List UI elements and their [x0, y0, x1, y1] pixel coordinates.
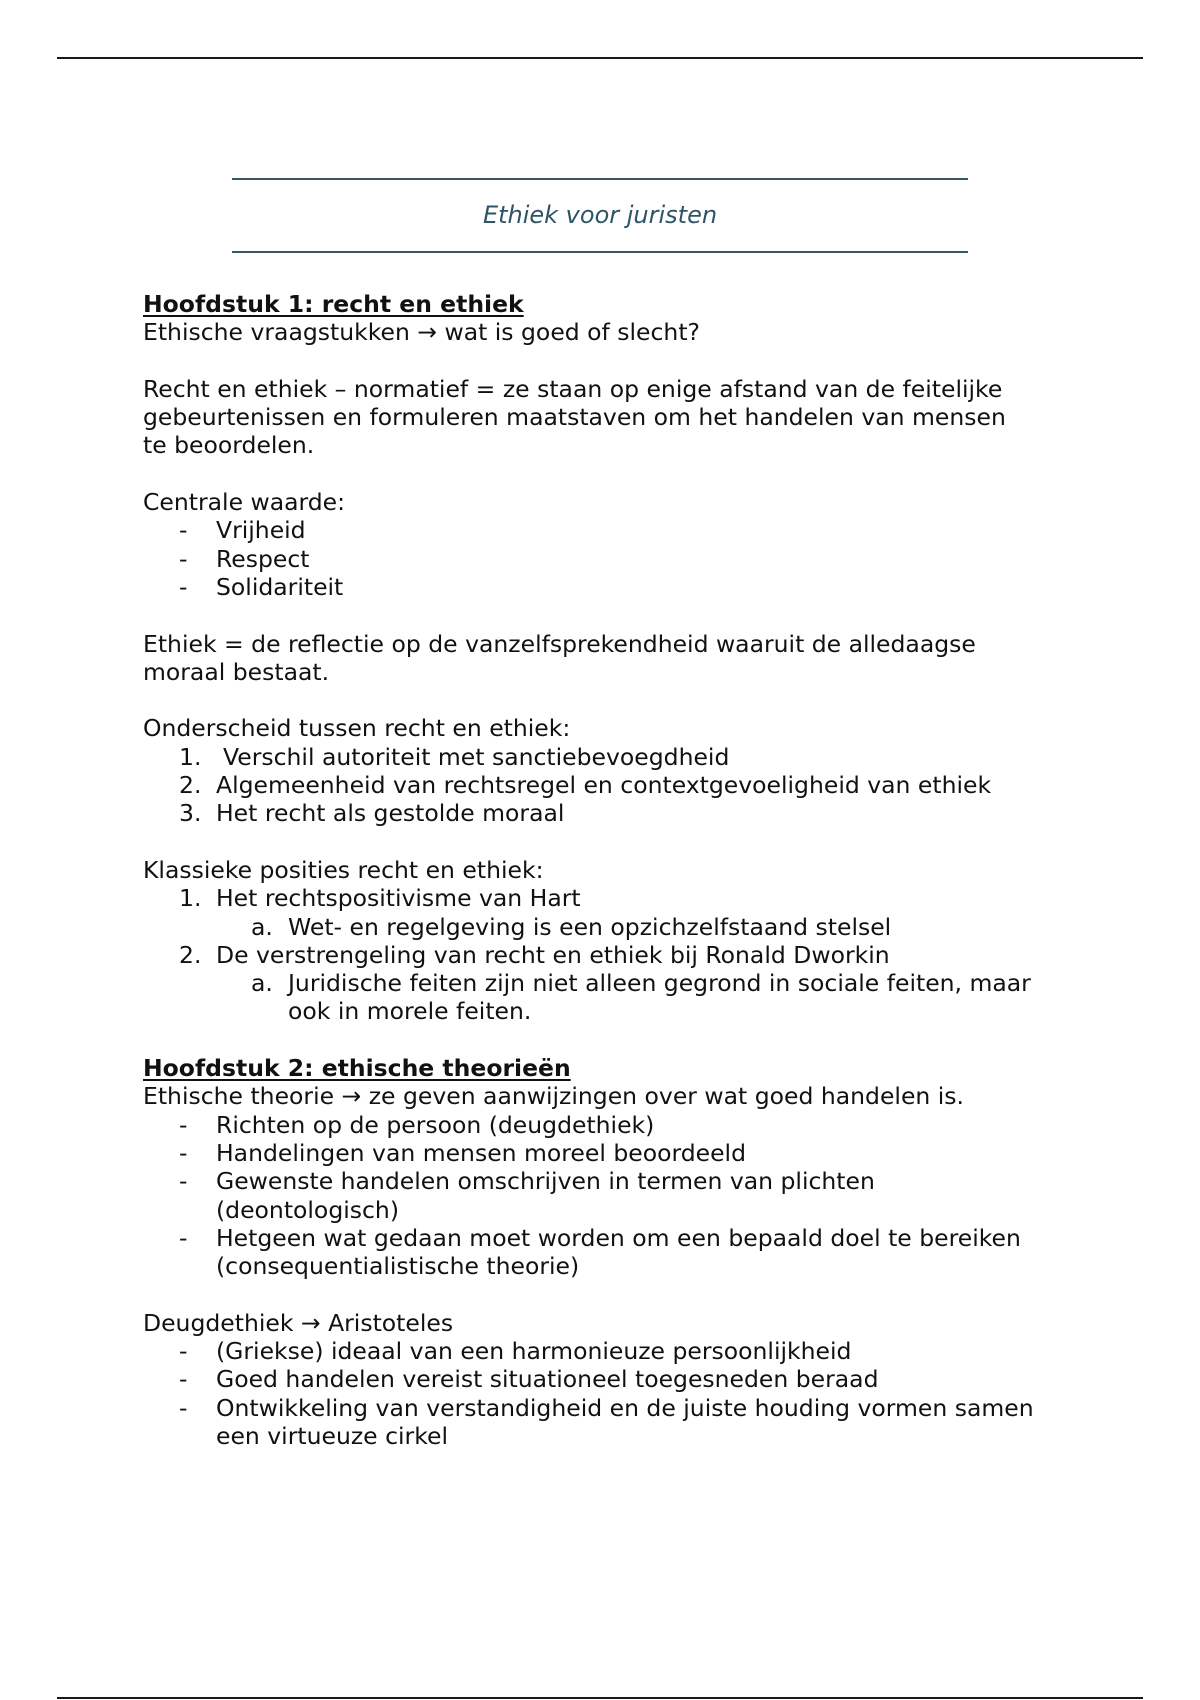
- title-block: [232, 178, 968, 253]
- chapter-2-intro: Ethische theorie → ze geven aanwijzingen over wat goed handelen is.: [143, 1082, 965, 1111]
- distinction-label: Onderscheid tussen recht en ethiek:: [143, 714, 571, 743]
- list-item: - Respect: [179, 544, 310, 573]
- chapter-1-heading: Hoofdstuk 1: recht en ethiek: [143, 290, 524, 318]
- virtue-label: Deugdethiek → Aristoteles: [143, 1308, 454, 1337]
- list-item: - Vrijheid: [179, 516, 306, 545]
- normative-line-3: te beoordelen.: [143, 431, 315, 460]
- positions-label: Klassieke posities recht en ethiek:: [143, 855, 544, 884]
- distinction-list: [143, 743, 1083, 828]
- list-item: - Ontwikkeling van verstandigheid en de juiste houding vormen samen een virtueuze cirkel: [179, 1393, 1034, 1450]
- chapter-1-intro: Ethische vraagstukken → wat is goed of slecht?: [143, 318, 701, 347]
- list-item: 2. Algemeenheid van rechtsregel en contextgevoeligheid van ethiek: [179, 771, 992, 800]
- list-item: - Solidariteit: [179, 572, 344, 601]
- document-body: [143, 290, 1083, 1450]
- list-item: a. Wet- en regelgeving is een opzichzelfstaand stelsel: [251, 912, 892, 941]
- chapter-2-heading: Hoofdstuk 2: ethische theorieën: [143, 1054, 571, 1083]
- ethics-definition-line-2: moraal bestaat.: [143, 657, 330, 686]
- list-item: 2. De verstrengeling van recht en ethiek bij Ronald Dworkin: [179, 940, 890, 969]
- document-title: Ethiek voor juristen: [482, 201, 718, 229]
- list-item: - Hetgeen wat gedaan moet worden om een bepaald doel te bereiken (consequentialistische theorie): [179, 1223, 1021, 1281]
- positions-sublist-2: [143, 969, 1083, 1026]
- virtue-list: [143, 1337, 1083, 1450]
- list-item: - Richten op de persoon (deugdethiek): [179, 1110, 655, 1139]
- title-rule-bottom: [232, 251, 968, 253]
- positions-sublist-1: [143, 913, 1083, 941]
- list-item: a. Juridische feiten zijn niet alleen gegrond in sociale feiten, maar ook in morele feiten.: [251, 969, 1031, 1026]
- list-item: - Handelingen van mensen moreel beoordeeld: [179, 1138, 747, 1167]
- list-item: - (Griekse) ideaal van een harmonieuze persoonlijkheid: [179, 1336, 852, 1365]
- values-list: [143, 516, 1083, 601]
- theories-list: [143, 1111, 1083, 1281]
- list-item: 1. Verschil autoriteit met sanctiebevoegdheid: [179, 742, 730, 771]
- positions-list: [143, 884, 1083, 912]
- list-item: 1. Het rechtspositivisme van Hart: [179, 884, 581, 913]
- list-item: - Gewenste handelen omschrijven in termen van plichten (deontologisch): [179, 1167, 875, 1224]
- page-top-rule: [57, 57, 1143, 59]
- list-item: 3. Het recht als gestolde moraal: [179, 799, 565, 828]
- values-label: Centrale waarde:: [143, 488, 346, 517]
- ethics-definition-line-1: Ethiek = de reflectie op de vanzelfsprekendheid waaruit de alledaagse: [143, 629, 976, 658]
- normative-line-1: Recht en ethiek – normatief = ze staan op enige afstand van de feitelijke: [143, 374, 1003, 403]
- positions-list-continued: [143, 941, 1083, 969]
- list-item: - Goed handelen vereist situationeel toegesneden beraad: [179, 1365, 879, 1394]
- normative-line-2: gebeurtenissen en formuleren maatstaven om het handelen van mensen: [143, 403, 1006, 432]
- page-bottom-rule: [57, 1697, 1143, 1699]
